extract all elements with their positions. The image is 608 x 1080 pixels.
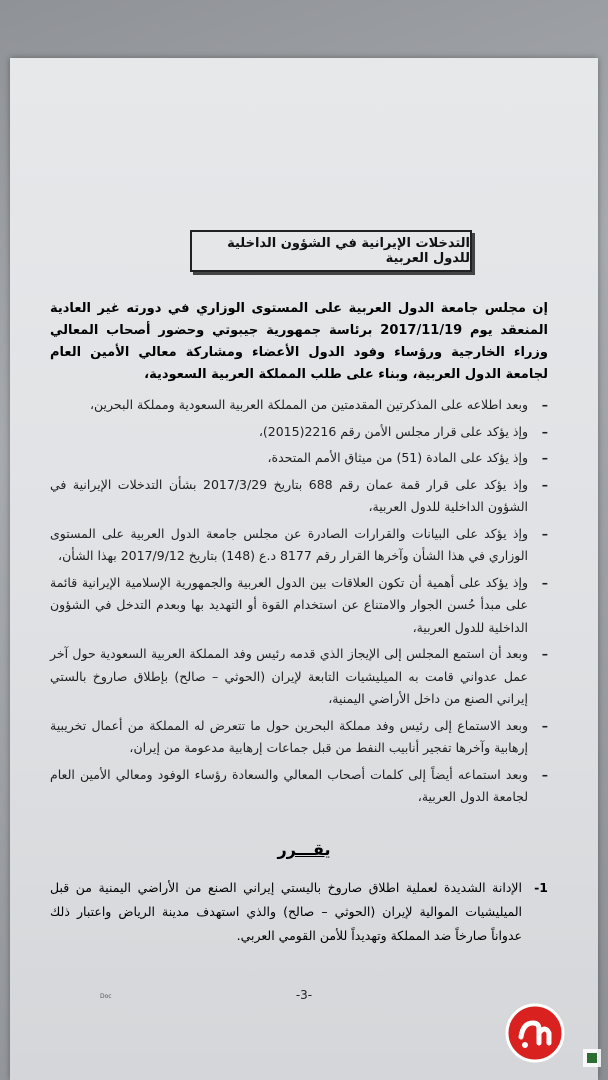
list-item: – وإذ يؤكد على قرار مجلس الأمن رقم 2216(2015)، — [258, 423, 548, 439]
document-title: التدخلات الإيرانية في الشؤون الداخلية للدول العربية — [190, 230, 472, 272]
list-item: – وإذ يؤكد على أهمية أن تكون العلاقات بين الدول العربية والجمهورية الإسلامية الإيرانية قائمة على مبدأ حُسن الجوار والامتناع عن استخدام القوة أو التهديد بها وبعدم التدخل في الشؤون الداخلية للدول العربية، — [50, 574, 548, 635]
intro-paragraph: إن مجلس جامعة الدول العربية على المستوى الوزاري في دورته غير العادية المنعقد يوم 2017/11/19 برئاسة جمهورية جيبوتي وحضور أصحاب المعالي وزراء الخارجية ورؤساء وفود الدول الأعضاء ومشاركة معالي الأمين العام لجامعة الدول العربية، وبناء على طلب المملكة العربية السعودية، — [50, 301, 548, 382]
list-item: – وبعد أن استمع المجلس إلى الإيجاز الذي قدمه رئيس وفد المملكة العربية السعودية حول آخر عمل عدواني قامت به الميليشيات التابعة لإيران (الحوثي – صالح) بإطلاق صاروخ بالستي إيراني الصنع من داخل الأراضي اليمنية، — [50, 646, 548, 706]
resolution-text: الإدانة الشديدة لعملية اطلاق صاروخ باليستي إيراني الصنع من الأراضي اليمنية من قبل الميليشيات الموالية لإيران (الحوثي – صالح) والذي استهدف مدينة الرياض واعتبار ذلك عدواناً صارخاً ضد المملكة وتهديداً للأمن القومي العربي. — [50, 880, 522, 943]
preamble-list — [50, 394, 548, 813]
maan-news-logo — [505, 1003, 565, 1063]
list-item: – وإذ يؤكد على قرار قمة عمان رقم 688 بتاريخ 2017/3/29 بشأن التدخلات الإيرانية في الشؤون الداخلية للدول العربية، — [50, 476, 548, 514]
list-item: – وإذ يؤكد على المادة (51) من ميثاق الأمم المتحدة، — [267, 450, 548, 465]
corner-badge-icon — [583, 1049, 601, 1067]
decides-heading: يقـــرر — [277, 840, 331, 859]
resolution-item — [50, 876, 548, 948]
page-number: -3- — [295, 988, 313, 1002]
document-page — [10, 58, 598, 1080]
list-item: – وبعد الاستماع إلى رئيس وفد مملكة البحرين حول ما تتعرض له المملكة من أعمال تخريبية إرهابية وآخرها تفجير أنابيب النفط من قبل جماعات إرهابية مدعومة من إيران، — [50, 717, 548, 755]
page-mark: Doc — [100, 993, 112, 1000]
list-item: – وبعد استماعه أيضاً إلى كلمات أصحاب المعالي والسعادة رؤساء الوفود ومعالي الأمين العام لجامعة الدول العربية، — [50, 766, 548, 804]
list-item: – وإذ يؤكد على البيانات والقرارات الصادرة عن مجلس جامعة الدول العربية على المستوى الوزاري في هذا الشأن وآخرها القرار رقم 8177 د.ع (148) بتاريخ 2017/9/12 بهذا الشأن، — [50, 525, 548, 563]
list-item: – وبعد اطلاعه على المذكرتين المقدمتين من المملكة العربية السعودية ومملكة البحرين، — [90, 397, 548, 412]
resolution-number: 1- — [534, 880, 548, 895]
